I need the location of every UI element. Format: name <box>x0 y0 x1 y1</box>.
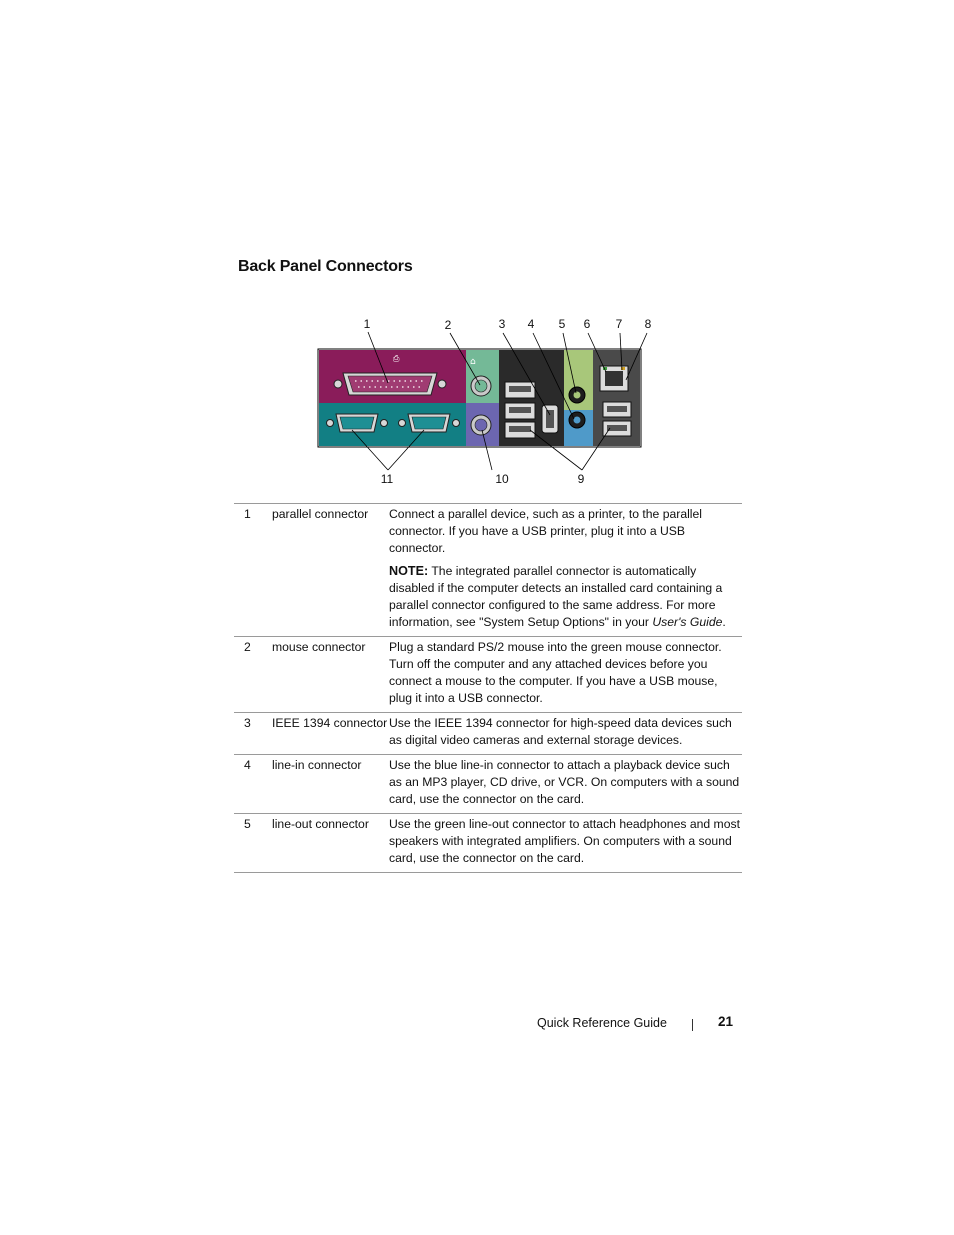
row-number: 2 <box>244 640 251 654</box>
table-row <box>234 755 742 814</box>
callout-11: 11 <box>380 472 394 486</box>
table-row <box>234 713 742 755</box>
network-jack-shape <box>600 366 628 391</box>
connector-description: Use the blue line-in connector to attach a playback device such as an MP3 player, CD drive, or VCR. On computers with a sound card, use the connector on the card. <box>389 758 740 806</box>
note-text-end: . <box>722 615 726 629</box>
connector-name: IEEE 1394 connector <box>272 716 388 730</box>
connector-name: line-in connector <box>272 758 362 772</box>
row-number: 1 <box>244 507 251 521</box>
footer-divider <box>692 1019 693 1031</box>
row-number: 3 <box>244 716 251 730</box>
ps2-keyboard-shape <box>471 415 491 435</box>
back-panel-diagram <box>0 0 954 500</box>
connector-name: line-out connector <box>272 817 369 831</box>
connector-table <box>234 503 742 873</box>
section-heading: Back Panel Connectors <box>238 258 413 275</box>
note-italic-text: User's Guide <box>652 615 723 629</box>
connector-description <box>389 504 742 637</box>
callout-7: 7 <box>615 317 623 331</box>
table-row <box>234 504 742 637</box>
connector-description: Use the green line-out connector to attach headphones and most speakers with integrated amplifiers. On computers with a sound card, use the connector on the card. <box>389 817 740 865</box>
callout-9: 9 <box>577 472 585 486</box>
table-row <box>234 814 742 873</box>
note-label: NOTE: <box>389 564 429 578</box>
callout-2: 2 <box>444 318 452 332</box>
footer-title: Quick Reference Guide <box>537 1016 667 1030</box>
row-number: 5 <box>244 817 251 831</box>
callout-6: 6 <box>583 317 591 331</box>
connector-name: mouse connector <box>272 640 366 654</box>
table-row <box>234 637 742 713</box>
callout-8: 8 <box>644 317 652 331</box>
usb-ports-left-shape <box>505 382 535 438</box>
connector-description: Use the IEEE 1394 connector for high-speed data devices such as digital video cameras and external storage devices. <box>389 716 732 747</box>
callout-1: 1 <box>363 317 371 331</box>
callout-3: 3 <box>498 317 506 331</box>
note-text: The integrated parallel connector is automatically disabled if the computer detects an installed card containing a parallel connector configured to the same address. For more information, see "System Setup Options" in your <box>389 564 723 629</box>
callout-5: 5 <box>558 317 566 331</box>
description-text: Connect a parallel device, such as a printer, to the parallel connector. If you have a USB printer, plug it into a USB connector. <box>389 507 702 555</box>
note-paragraph <box>389 563 740 631</box>
connector-description: Plug a standard PS/2 mouse into the green mouse connector. Turn off the computer and any attached devices before you connect a mouse to the computer. If you have a USB mouse, plug it into a USB connector. <box>389 640 722 705</box>
connector-name: parallel connector <box>272 507 369 521</box>
page-number: 21 <box>718 1014 734 1029</box>
svg-text:⌂: ⌂ <box>470 357 476 367</box>
svg-text:⎙: ⎙ <box>393 354 400 363</box>
ieee1394-shape <box>542 405 558 433</box>
row-number: 4 <box>244 758 251 772</box>
callout-10: 10 <box>495 472 509 486</box>
lineout-jack-shape <box>569 387 585 403</box>
callout-4: 4 <box>527 317 535 331</box>
